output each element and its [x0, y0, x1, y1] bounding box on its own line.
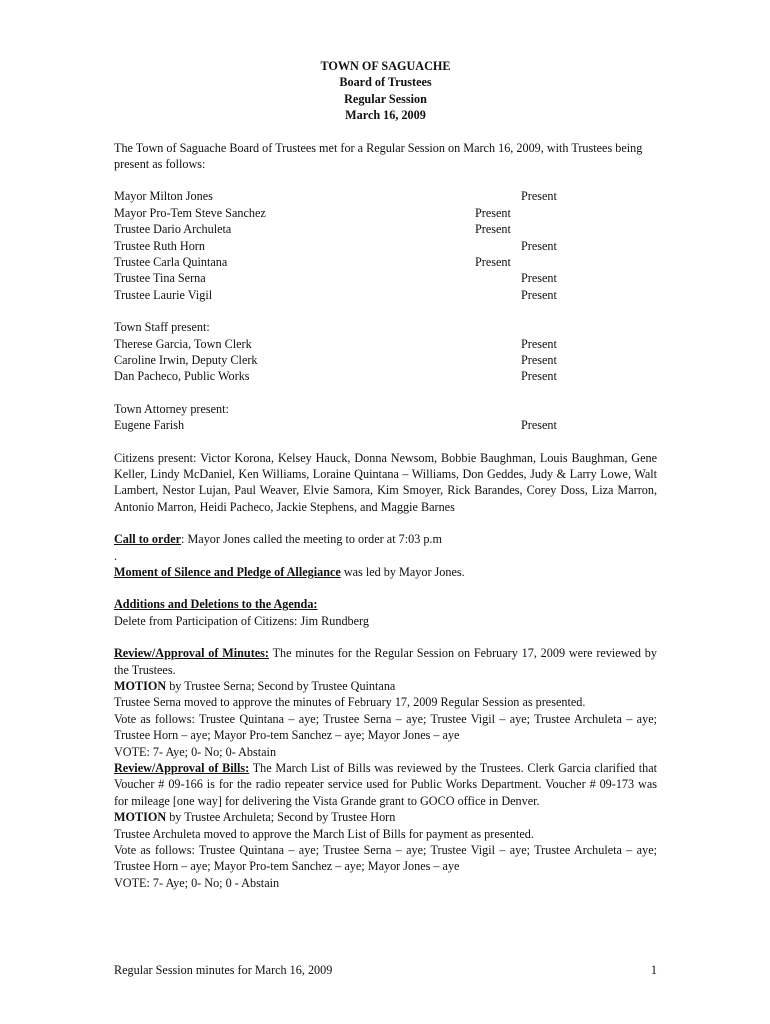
roster-name: Dan Pacheco, Public Works [114, 369, 250, 384]
document-header [114, 58, 657, 124]
minutes-moved: Trustee Serna moved to approve the minutes of February 17, 2009 Regular Session as presented. [114, 695, 586, 710]
attorney-section [114, 401, 657, 434]
silence-text: was led by Mayor Jones. [340, 564, 465, 579]
roster-row [114, 417, 657, 433]
page-footer [114, 962, 657, 978]
minutes-label: Review/Approval of Minutes: [114, 646, 269, 661]
minutes-motion [114, 678, 657, 694]
roster-name: Trustee Tina Serna [114, 271, 206, 286]
agenda-text: Delete from Participation of Citizens: Jim Rundberg [114, 613, 369, 628]
silence-label: Moment of Silence and Pledge of Allegiance [114, 564, 341, 579]
minutes-paragraph [114, 645, 657, 678]
roster-row [114, 188, 657, 204]
motion-text: by Trustee Serna; Second by Trustee Quintana [166, 679, 396, 694]
roster-name: Therese Garcia, Town Clerk [114, 336, 252, 351]
bills-moved: Trustee Archuleta moved to approve the March List of Bills for payment as presented. [114, 826, 534, 841]
minutes-text: The minutes for the Regular Session on February 17, 2009 were reviewed by the Trustees. [114, 646, 657, 677]
minutes-votes: Vote as follows: Trustee Quintana – aye; Trustee Serna – aye; Trustee Vigil – aye; Trustee Archuleta – aye; Trustee Horn – aye; Mayor Pro-tem Sanchez – aye; Mayor Jones – aye [114, 711, 657, 743]
citizens-paragraph: Citizens present: Victor Korona, Kelsey Hauck, Donna Newsom, Bobbie Baughman, Louis Baughman, Gene Keller, Lindy McDaniel, Ken Williams, Loraine Quintana – Williams, Don Geddes, Judy & Larry Lowe, Walt Lambert, Nestor Lujan, Paul Weaver, Elvie Samora, Kim Smoyer, Rick Barandes, Corey Doss, Liza Marron, Antonio Marron, Heidi Pacheco, Jackie Stephens, and Maggie Barnes [114, 450, 657, 514]
roster-row [114, 205, 657, 221]
call-to-order-label: Call to order [114, 532, 182, 547]
roster-status: Present [475, 222, 511, 237]
roster-status: Present [521, 352, 557, 367]
minutes-result: VOTE: 7- Aye; 0- No; 0- Abstain [114, 744, 277, 759]
roster-status: Present [521, 271, 557, 286]
bills-section [114, 760, 657, 891]
roster-name: Trustee Carla Quintana [114, 255, 228, 269]
roster-name: Trustee Dario Archuleta [114, 222, 232, 237]
minutes-section [114, 645, 657, 760]
footer-text: Regular Session minutes for March 16, 2009 [114, 963, 333, 977]
roster-row [114, 238, 657, 254]
roster-row [114, 287, 657, 303]
staff-section [114, 319, 657, 385]
motion-text: by Trustee Archuleta; Second by Trustee Horn [166, 810, 396, 825]
intro-paragraph: The Town of Saguache Board of Trustees met for a Regular Session on March 16, 2009, with Trustees being present as follows: [114, 140, 643, 172]
roster-row [114, 270, 657, 286]
roster-name: Trustee Laurie Vigil [114, 287, 213, 302]
silence-pledge [114, 564, 657, 580]
roster-status: Present [521, 238, 557, 253]
call-to-order [114, 531, 657, 547]
roster-status: Present [521, 369, 557, 384]
roster-status: Present [521, 418, 557, 433]
bills-text: The March List of Bills was reviewed by the Trustees. Clerk Garcia clarified that Voucher # 09-166 is for the radio repeater service used for Public Works Department. Voucher # 09-173 was for mileage [one way] for delivering the Vista Grande grant to GOCO office in Denver. [114, 761, 657, 808]
bills-paragraph [114, 760, 657, 809]
bills-votes: Vote as follows: Trustee Quintana – aye; Trustee Serna – aye; Trustee Vigil – aye; Trustee Archuleta – aye; Trustee Horn – aye; Mayor Pro-tem Sanchez – aye; Mayor Jones – aye [114, 843, 657, 874]
trustee-roster [114, 188, 657, 303]
stray-period: . [114, 548, 118, 563]
header-town: TOWN OF SAGUACHE [320, 59, 451, 73]
roster-row [114, 352, 657, 368]
roster-name: Caroline Irwin, Deputy Clerk [114, 352, 258, 367]
agenda-heading: Additions and Deletions to the Agenda: [114, 597, 318, 612]
roster-name: Mayor Milton Jones [114, 189, 213, 204]
document-body [114, 58, 657, 891]
attorney-heading: Town Attorney present: [114, 401, 229, 416]
roster-status: Present [475, 255, 511, 269]
roster-row [114, 221, 657, 237]
bills-label: Review/Approval of Bills: [114, 761, 250, 776]
roster-name: Eugene Farish [114, 418, 185, 433]
motion-label: MOTION [114, 810, 167, 825]
header-board: Board of Trustees [339, 75, 432, 90]
roster-status: Present [521, 336, 557, 351]
bills-result: VOTE: 7- Aye; 0- No; 0 - Abstain [114, 875, 280, 890]
roster-status: Present [475, 205, 511, 220]
roster-status: Present [521, 189, 557, 204]
staff-heading: Town Staff present: [114, 320, 210, 335]
header-session: Regular Session [344, 91, 427, 106]
header-date: March 16, 2009 [345, 108, 426, 123]
roster-row [114, 368, 657, 384]
roster-row [114, 336, 657, 352]
page-number: 1 [650, 963, 657, 977]
motion-label: MOTION [114, 679, 167, 694]
roster-name: Trustee Ruth Horn [114, 238, 205, 253]
roster-name: Mayor Pro-Tem Steve Sanchez [114, 205, 266, 220]
roster-row [114, 254, 657, 270]
roster-status: Present [521, 287, 557, 302]
bills-motion [114, 809, 657, 825]
call-to-order-text: : Mayor Jones called the meeting to order at 7:03 p.m [181, 532, 442, 547]
agenda-section [114, 596, 657, 629]
